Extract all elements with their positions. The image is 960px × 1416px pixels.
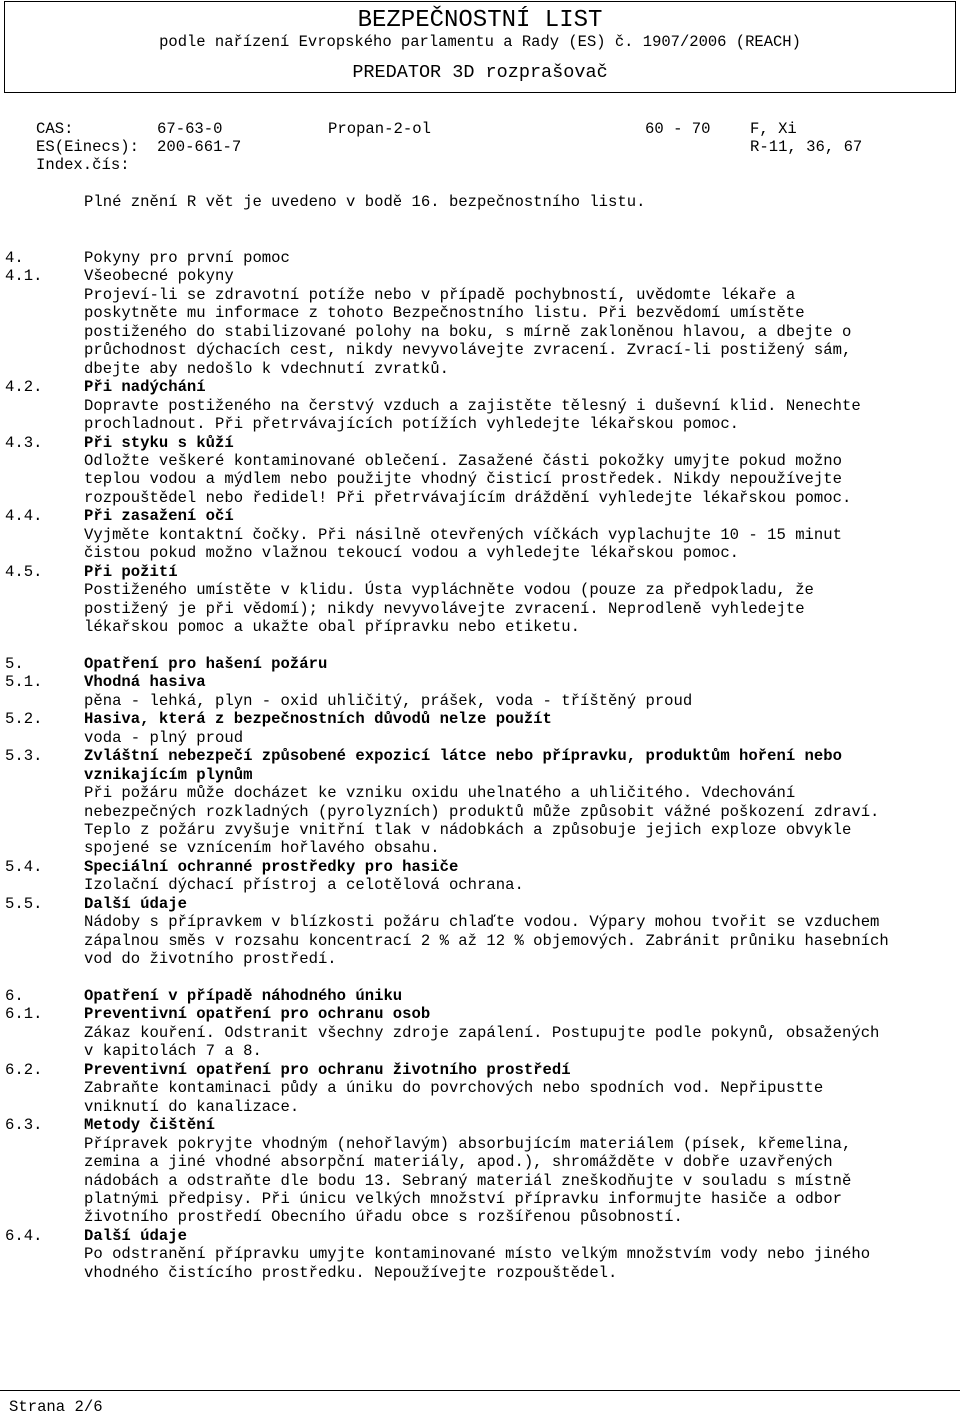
section-number: 4.2. xyxy=(5,378,43,397)
einecs-value: 200-661-7 xyxy=(157,138,242,156)
section-text-line: poskytněte mu informace z tohoto Bezpečnostního listu. Při bezvědomí umístěte xyxy=(84,304,805,323)
section-heading: Další údaje xyxy=(84,894,187,913)
section-number: 6. xyxy=(5,987,24,1005)
ingredient-concentration: 60 - 70 xyxy=(645,120,711,138)
regulation-subtitle: podle nařízení Evropského parlamentu a Rady (ES) č. 1907/2006 (REACH) xyxy=(159,33,801,51)
section-heading: Při styku s kůží xyxy=(84,433,234,452)
section-number: 5.4. xyxy=(5,857,43,876)
section-heading: Zvláštní nebezpečí způsobené expozicí látce nebo přípravku, produktům hoření nebo xyxy=(84,747,842,766)
section-text-line: voda - plný proud xyxy=(84,728,244,747)
section-heading: Všeobecné pokyny xyxy=(84,267,234,286)
section-text-line: pěna - lehká, plyn - oxid uhličitý, prášek, voda - tříštěný proud xyxy=(84,691,693,710)
section-text-line: průchodnost dýchacích cest, nikdy nevyvolávejte zvracení. Zvrací-li postižený sám, xyxy=(84,341,852,360)
section-heading: Metody čištění xyxy=(84,1116,216,1135)
einecs-label: ES(Einecs): xyxy=(36,138,139,156)
footer-divider xyxy=(0,1390,960,1415)
section-text-line: životního prostředí Obecního úřadu obce s rozšířenou působností. xyxy=(84,1208,683,1227)
section-text-line: Dopravte postiženého na čerstvý vzduch a zajistěte tělesný i duševní klid. Nenechte xyxy=(84,396,861,415)
hazard-symbols: F, Xi xyxy=(750,120,797,138)
section-heading: Speciální ochranné prostředky pro hasiče xyxy=(84,857,459,876)
section-number: 6.1. xyxy=(5,1005,43,1024)
section-heading-continued: vznikajícím plynům xyxy=(84,765,253,784)
section-text-line: Zabraňte kontaminaci půdy a úniku do povrchových nebo spodních vod. Nepřipustte xyxy=(84,1079,824,1098)
section-text-line: v kapitolách 7 a 8. xyxy=(84,1042,262,1061)
section-number: 4.1. xyxy=(5,267,43,286)
section-heading: Při požití xyxy=(84,562,178,581)
section-text-line: Vyjměte kontaktní čočky. Při násilně otevřených víčkách vyplachujte 10 - 15 minut xyxy=(84,525,842,544)
section-heading: Další údaje xyxy=(84,1226,187,1245)
section-heading: Při zasažení očí xyxy=(84,507,234,526)
section-heading: Při nadýchání xyxy=(84,378,206,397)
index-label: Index.čís: xyxy=(36,156,130,174)
section-text-line: vod do životního prostředí. xyxy=(84,950,337,969)
section-number: 4.4. xyxy=(5,507,43,526)
section-number: 4. xyxy=(5,249,24,267)
r-phrases-note: Plné znění R vět je uvedeno v bodě 16. bezpečnostního listu. xyxy=(84,193,646,211)
section-text-line: spojené se vznícením hořlavého obsahu. xyxy=(84,839,440,858)
section-text-line: teplou vodou a mýdlem nebo použijte vhodný čisticí prostředek. Nikdy nepoužívejte xyxy=(84,470,842,489)
r-phrases: R-11, 36, 67 xyxy=(750,138,863,156)
section-text-line: vniknutí do kanalizace. xyxy=(84,1097,300,1116)
section-text-line: Zákaz kouření. Odstranit všechny zdroje zapálení. Postupujte podle pokynů, obsažených xyxy=(84,1023,880,1042)
section-number: 6.3. xyxy=(5,1116,43,1135)
section-heading: Vhodná hasiva xyxy=(84,673,206,692)
section-heading: Preventivní opatření pro ochranu osob xyxy=(84,1005,431,1024)
ingredient-name: Propan-2-ol xyxy=(328,120,431,138)
section-text-line: postižený je při vědomí); nikdy nevyvolávejte zvracení. Neprodleně vyhledejte xyxy=(84,599,805,618)
section-text-line: čistou pokud možno vlažnou tekoucí vodou a vyhledejte lékařskou pomoc. xyxy=(84,544,740,563)
section-number: 5. xyxy=(5,654,24,673)
cas-label: CAS: xyxy=(36,120,74,138)
section-text-line: zemina a jiné vhodné absorpční materiály, apod.), shromážděte v dobře uzavřených xyxy=(84,1153,833,1172)
section-heading: Opatření pro hašení požáru xyxy=(84,654,328,673)
page-number: Strana 2/6 xyxy=(9,1398,103,1416)
section-text-line: Izolační dýchací přístroj a celotělová ochrana. xyxy=(84,876,524,895)
section-text-line: nebezpečných rozkladných (pyrolyzních) produktů může způsobit vážné poškození zdraví. xyxy=(84,802,880,821)
section-number: 5.1. xyxy=(5,673,43,692)
section-heading: Opatření v případě náhodného úniku xyxy=(84,987,403,1005)
section-text-line: Po odstranění přípravku umyjte kontaminované místo velkým množstvím vody nebo jiného xyxy=(84,1245,871,1264)
section-text-line: Postiženého umístěte v klidu. Ústa vypláchněte vodou (pouze za předpokladu, že xyxy=(84,581,814,600)
section-number: 5.5. xyxy=(5,894,43,913)
section-heading: Pokyny pro první pomoc xyxy=(84,249,290,267)
section-text-line: lékařskou pomoc a ukažte obal přípravku nebo etiketu. xyxy=(84,618,580,636)
section-text-line: Teplo z požáru zvyšuje vnitřní tlak v nádobkách a způsobuje jejich exploze obvykle xyxy=(84,820,852,839)
section-heading: Hasiva, která z bezpečnostních důvodů nelze použít xyxy=(84,710,552,729)
section-text-line: prochladnout. Při přetrvávajících potížích vyhledejte lékařskou pomoc. xyxy=(84,415,740,434)
section-text-line: postiženého do stabilizované polohy na boku, s mírně zakloněnou hlavou, a dbejte o xyxy=(84,322,852,341)
section-number: 6.4. xyxy=(5,1226,43,1245)
section-number: 5.3. xyxy=(5,747,43,766)
section-number: 6.2. xyxy=(5,1060,43,1079)
section-text-line: Projeví-li se zdravotní potíže nebo v případě pochybností, uvědomte lékaře a xyxy=(84,285,796,304)
section-text-line: Odložte veškeré kontaminované oblečení. Zasažené části pokožky umyjte pokud možno xyxy=(84,451,842,470)
section-heading: Preventivní opatření pro ochranu životního prostředí xyxy=(84,1060,571,1079)
cas-value: 67-63-0 xyxy=(157,120,223,138)
section-number: 4.5. xyxy=(5,562,43,581)
section-number: 5.2. xyxy=(5,710,43,729)
section-text-line: Přípravek pokryjte vhodným (nehořlavým) absorbujícím materiálem (písek, křemelina, xyxy=(84,1134,852,1153)
section-text-line: Při požáru může docházet ke vzniku oxidu uhelnatého a uhličitého. Vdechování xyxy=(84,784,796,803)
section-number: 4.3. xyxy=(5,433,43,452)
section-text-line: zápalnou směs v rozsahu koncentrací 2 % až 12 % objemových. Zabránit průniku hasebních xyxy=(84,931,889,950)
section-text-line: Nádoby s přípravkem v blízkosti požáru chlaďte vodou. Výpary mohou tvořit se vzduchem xyxy=(84,913,880,932)
section-text-line: nádobách a odstraňte dle bodu 13. Sebraný materiál zneškodňujte v souladu s místně xyxy=(84,1171,852,1190)
document-title: BEZPEČNOSTNÍ LIST xyxy=(357,7,603,34)
section-text-line: vhodného čistícího prostředku. Nepoužívejte rozpouštědel. xyxy=(84,1263,618,1282)
section-text-line: rozpouštědel nebo ředidel! Při přetrvávajícím dráždění vyhledejte lékařskou pomoc. xyxy=(84,488,852,507)
section-text-line: platnými předpisy. Při únicu velkých množství přípravku informujte hasiče a odbor xyxy=(84,1189,842,1208)
product-name: PREDATOR 3D rozprašovač xyxy=(352,62,608,83)
section-text-line: dbejte aby nedošlo k vdechnutí zvratků. xyxy=(84,359,449,378)
